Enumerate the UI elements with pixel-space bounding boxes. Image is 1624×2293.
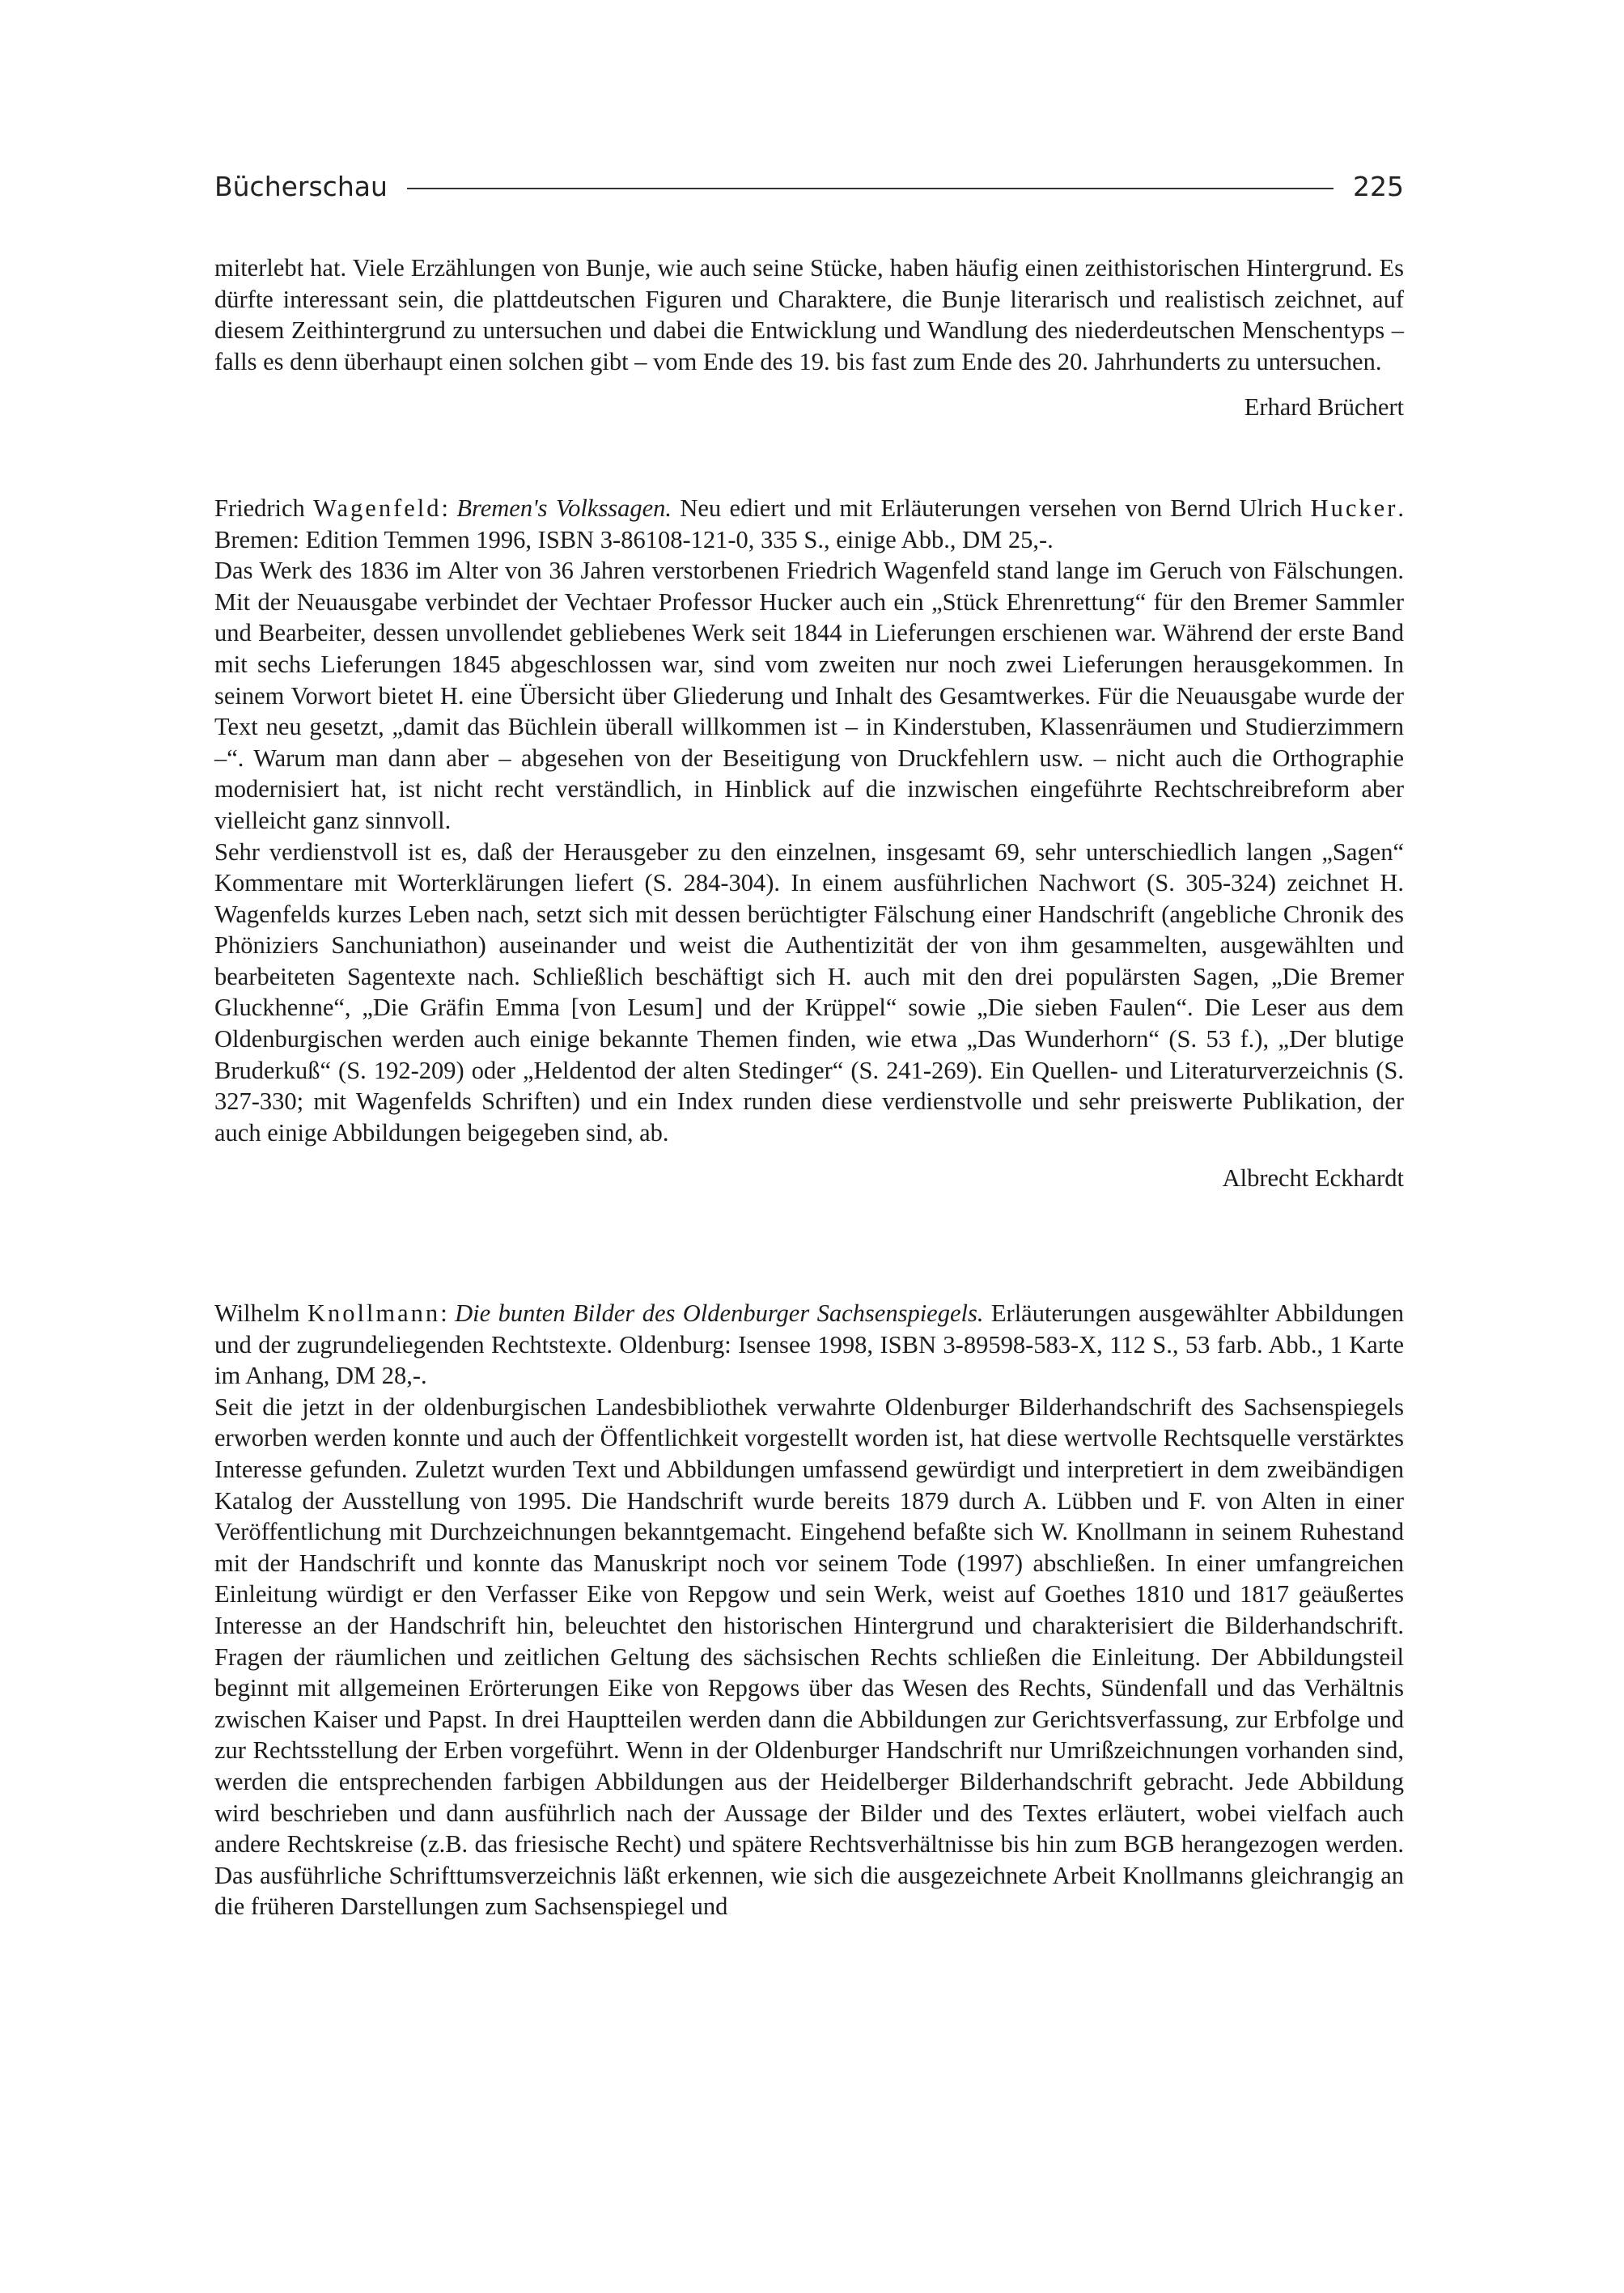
reviewer-signature-bruechert: Erhard Brüchert [1244,393,1404,422]
reviewer-signature-eckhardt: Albrecht Eckhardt [1222,1164,1404,1193]
bibliographic-entry [214,493,1404,555]
document-page [214,162,1404,1922]
header-rule [407,188,1334,189]
review-paragraph: Seit die jetzt in der oldenburgischen Landesbibliothek verwahrte Oldenburger Bilderhandschrift des Sachsenspiegels erworben werden konnte und auch der Öffentlichkeit vorgestellt worden ist, hat diese wertvolle Rechtsquelle verstärktes Interesse gefunden. Zuletzt wurden Text und Abbildungen umfassend gewürdigt und interpretiert in dem zweibändigen Katalog der Ausstellung von 1995. Die Handschrift wurde bereits 1879 durch A. Lübben und F. von Alten in einer Veröffentlichung mit Durchzeichnungen bekanntgemacht. Eingehend befaßte sich W. Knollmann in seinem Ruhestand mit der Handschrift und konnte das Manuskript noch vor seinem Tode (1997) abschließen. In einer umfangreichen Einleitung würdigt er den Verfasser Eike von Repgow und sein Werk, weist auf Goethes 1810 und 1817 geäußertes Interesse an der Handschrift hin, beleuchtet den historischen Hintergrund und charakterisiert die Bilderhandschrift. Fragen der räumlichen und zeitlichen Geltung des sächsischen Rechts schließen die Einleitung. Der Abbildungsteil beginnt mit allgemeinen Erörterungen Eike von Repgows über das Wesen des Rechts, Sündenfall und das Verhältnis zwischen Kaiser und Papst. In drei Hauptteilen werden dann die Abbildungen zur Gerichtsverfassung, zur Erbfolge und zur Rechtsstellung der Erben vorgeführt. Wenn in der Oldenburger Handschrift nur Umrißzeichnungen vorhanden sind, werden die entsprechenden farbigen Abbildungen aus der Heidelberger Bilderhandschrift gebracht. Jede Abbildung wird beschrieben und dann ausführlich nach der Aussage der Bilder und des Textes erläutert, wobei vielfach auch andere Rechtskreise (z.B. das friesische Recht) und spätere Rechtsverhältnisse bis hin zum BGB herangezogen werden. Das ausführliche Schrifttumsverzeichnis läßt erkennen, wie sich die ausgezeichnete Arbeit Knollmanns gleichrangig an die früheren Darstellungen zum Sachsenspiegel und [214,1392,1404,1921]
review-paragraph: Sehr verdienstvoll ist es, daß der Herausgeber zu den einzelnen, insgesamt 69, sehr unterschiedlich langen „Sagen“ Kommentare mit Worterklärungen liefert (S. 284-304). In einem ausführlichen Nachwort (S. 305-324) zeichnet H. Wagenfelds kurzes Leben nach, setzt sich mit dessen berüchtigter Fälschung einer Handschrift (angebliche Chronik des Phöniziers Sanchuniathon) auseinander und weist die Authentizität der von ihm gesammelten, ausgewählten und bearbeiteten Sagentexte nach. Schließlich beschäftigt sich H. auch mit den drei populärsten Sagen, „Die Bremer Gluckhenne“, „Die Gräfin Emma [von Lesum] und der Krüppel“ sowie „Die sieben Faulen“. Die Leser aus dem Oldenburgischen werden auch einige bekannte Themen finden, wie etwa „Das Wunderhorn“ (S. 53 f.), „Der blutige Bruderkuß“ (S. 192-209) oder „Heldentod der alten Stedinger“ (S. 241-269). Ein Quellen- und Literaturverzeichnis (S. 327-330; mit Wagenfelds Schriften) und ein Index runden diese verdienstvolle und sehr preiswerte Publikation, der auch einige Abbildungen beigegeben sind, ab. [214,837,1404,1146]
review-paragraph: Das Werk des 1836 im Alter von 36 Jahren verstorbenen Friedrich Wagenfeld stand lange im Geruch von Fälschungen. Mit der Neuausgabe verbindet der Vechtaer Professor Hucker auch ein „Stück Ehrenrettung“ für den Bremer Sammler und Bearbeiter, dessen unvollendet gebliebenes Werk seit 1844 in Lieferungen erschienen war. Während der erste Band mit sechs Lieferungen 1845 abgeschlossen war, sind vom zweiten nur noch zwei Lieferungen herausgekommen. In seinem Vorwort bietet H. eine Übersicht über Gliederung und Inhalt des Gesamtwerkes. Für die Neuausgabe wurde der Text neu gesetzt, „damit das Büchlein überall willkommen ist – in Kinderstuben, Klassenräumen und Studierzimmern –“. Warum man dann aber – abgesehen von der Beseitigung von Druckfehlern usw. – nicht auch die Orthographie modernisiert hat, ist nicht recht verständlich, in Hinblick auf die inzwischen eingeführte Rechtschreibreform aber vielleicht ganz sinnvoll. [214,557,1404,834]
bibliographic-entry [214,1298,1404,1392]
bibliographic-details-end: . Bremen: Edition Temmen 1996, ISBN 3-86108-121-0, 335 S., einige Abb., DM 25,-. [214,494,1404,553]
editor-last-name: Hucker [1310,494,1398,522]
book-title: Bremen's Volkssagen. [456,494,672,522]
review-knollmann [214,1298,1404,1922]
review-wagenfeld [214,493,1404,1194]
book-title: Die bunten Bilder des Oldenburger Sachsenspiegels. [455,1299,984,1328]
colon: : [441,494,457,522]
author-last-name: Knollmann [307,1299,441,1328]
author-first-name: Friedrich [214,494,314,522]
section-title: Bücherschau [214,170,388,202]
bibliographic-details: Erläuterungen ausgewählter Abbildungen und der zugrundeliegenden Rechtstexte. Oldenburg: Isensee 1998, ISBN 3-89598-583-X, 112 S., 53 farb. Abb., 1 Karte im Anhang, DM 28,-. [214,1299,1405,1390]
author-last-name: Wagenfeld [313,494,442,522]
continuation-paragraph: miterlebt hat. Viele Erzählungen von Bunje, wie auch seine Stücke, haben häufig einen zeithistorischen Hintergrund. Es dürfte interessant sein, die plattdeutschen Figuren und Charaktere, die Bunje literarisch und realistisch zeichnet, auf diesem Zeithintergrund zu untersuchen und dabei die Entwicklung und Wandlung des niederdeutschen Menschentyps – falls es denn überhaupt einen solchen gibt – vom Ende des 19. bis fast zum Ende des 20. Jahrhunderts zu untersuchen. [214,254,1404,375]
page-number: 225 [1353,170,1404,202]
colon: : [440,1299,456,1328]
running-header [214,162,1404,210]
author-first-name: Wilhelm [214,1299,307,1328]
bibliographic-details: Neu ediert und mit Erläuterungen versehen von Bernd Ulrich [672,494,1311,522]
